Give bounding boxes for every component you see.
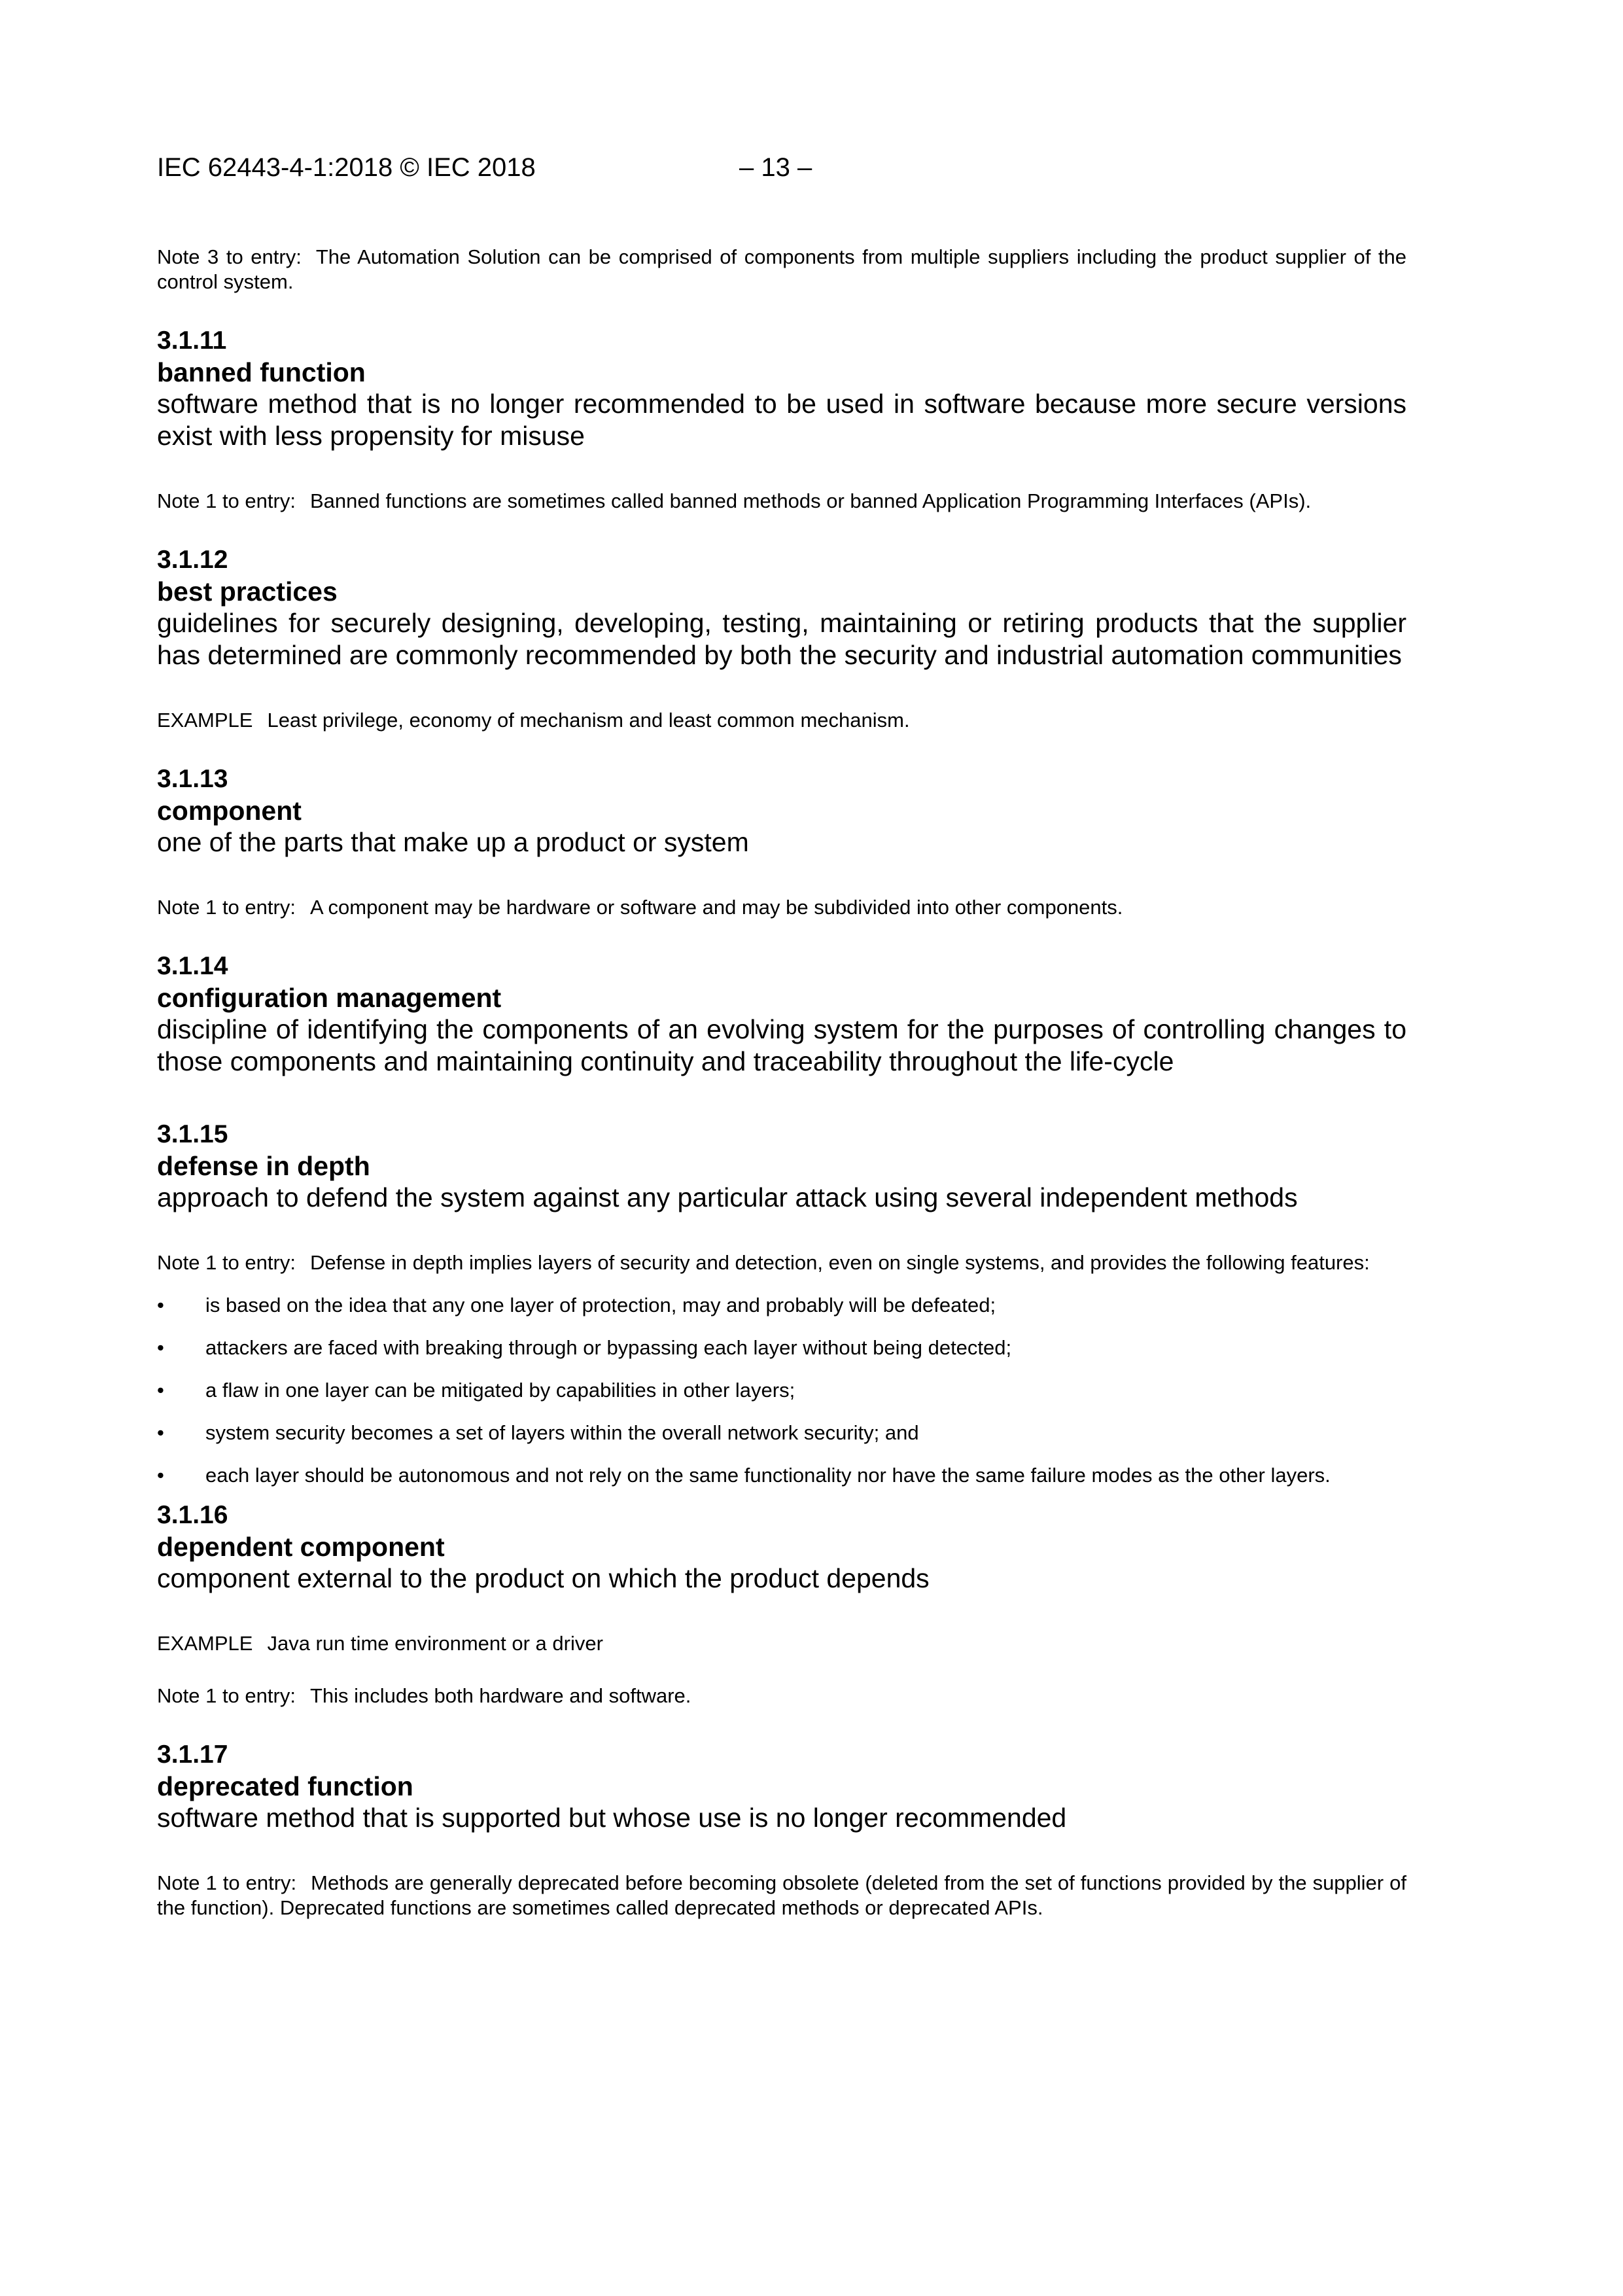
- example-label: EXAMPLE: [157, 709, 253, 732]
- page-header: [157, 149, 1406, 186]
- entry-number: 3.1.15: [157, 1120, 228, 1148]
- page-number: – 13 –: [739, 153, 812, 182]
- entry-term: component: [157, 796, 302, 826]
- entry-note: [157, 1684, 1406, 1708]
- entry-note: [157, 489, 1406, 514]
- entry-number: 3.1.17: [157, 1740, 228, 1769]
- bullet-icon: •: [157, 1294, 164, 1316]
- entry-term: defense in depth: [157, 1151, 370, 1181]
- entry-note: [157, 1250, 1406, 1275]
- note-label: Note 1 to entry:: [157, 1871, 297, 1894]
- entry-3-1-12: [157, 544, 1406, 733]
- entry-term: best practices: [157, 576, 338, 607]
- entry-definition: software method that is supported but whose use is no longer recommended: [157, 1803, 1067, 1833]
- list-item-text: attackers are faced with breaking through or bypassing each layer without being detected;: [205, 1336, 1012, 1359]
- example-text: Java run time environment or a driver: [267, 1632, 603, 1655]
- entry-example: [157, 708, 1406, 733]
- feature-list: [157, 1293, 1406, 1488]
- entry-number: 3.1.11: [157, 327, 227, 355]
- bullet-icon: •: [157, 1421, 164, 1444]
- bullet-icon: •: [157, 1379, 164, 1402]
- bullet-icon: •: [157, 1336, 164, 1359]
- note-label: Note 1 to entry:: [157, 1684, 296, 1707]
- list-item: [157, 1378, 1406, 1403]
- entry-note: [157, 895, 1406, 920]
- entry-term: banned function: [157, 357, 366, 387]
- list-item: [157, 1335, 1406, 1360]
- list-item-text: is based on the idea that any one layer of protection, may and probably will be defeated;: [205, 1294, 996, 1316]
- entry-number: 3.1.14: [157, 952, 228, 980]
- entry-number: 3.1.12: [157, 546, 228, 574]
- entry-definition: discipline of identifying the components of an evolving system for the purposes of controlling changes to those components and maintaining continuity and traceability throughout the life-cycle: [157, 1014, 1406, 1076]
- example-label: EXAMPLE: [157, 1632, 253, 1655]
- entry-term: dependent component: [157, 1532, 445, 1562]
- note-text: A component may be hardware or software and may be subdivided into other components.: [309, 896, 1123, 919]
- list-item: [157, 1421, 1406, 1445]
- entry-definition: one of the parts that make up a product or system: [157, 827, 749, 857]
- entry-term: deprecated function: [157, 1771, 413, 1801]
- list-item-text: a flaw in one layer can be mitigated by capabilities in other layers;: [205, 1379, 795, 1402]
- note-label: Note 1 to entry:: [157, 1251, 296, 1274]
- list-item-text: system security becomes a set of layers within the overall network security; and: [205, 1421, 919, 1444]
- note-label: Note 1 to entry:: [157, 489, 296, 512]
- note-text: This includes both hardware and software.: [309, 1684, 691, 1707]
- note-text: The Automation Solution can be comprised of components from multiple suppliers including the product supplier of the control system.: [157, 245, 1406, 293]
- carryover-note: [157, 245, 1406, 294]
- note-label: Note 3 to entry:: [157, 245, 302, 268]
- note-label: Note 1 to entry:: [157, 896, 296, 919]
- list-item: [157, 1293, 1406, 1318]
- entry-3-1-16: [157, 1500, 1406, 1708]
- entry-note: [157, 1871, 1406, 1920]
- example-text: Least privilege, economy of mechanism and least common mechanism.: [267, 709, 910, 732]
- note-text: Defense in depth implies layers of security and detection, even on single systems, and provides the following features:: [309, 1251, 1370, 1274]
- document-page: [157, 149, 1406, 1920]
- standard-identifier: IEC 62443-4-1:2018 © IEC 2018: [157, 153, 536, 182]
- entry-3-1-15: [157, 1119, 1406, 1488]
- entry-definition: component external to the product on which the product depends: [157, 1563, 930, 1593]
- entry-definition: software method that is no longer recommended to be used in software because more secure versions exist with less propensity for misuse: [157, 389, 1406, 451]
- note-text: Banned functions are sometimes called banned methods or banned Application Programming Interfaces (APIs).: [309, 489, 1312, 512]
- entry-3-1-17: [157, 1739, 1406, 1920]
- entry-3-1-13: [157, 764, 1406, 920]
- entry-number: 3.1.13: [157, 765, 228, 793]
- note-text: Methods are generally deprecated before becoming obsolete (deleted from the set of functions provided by the supplier of the function). Deprecated functions are sometimes called deprecated methods or deprecated APIs.: [157, 1871, 1406, 1919]
- entry-definition: guidelines for securely designing, developing, testing, maintaining or retiring products that the supplier has determined are commonly recommended by both the security and industrial automation communities: [157, 608, 1406, 670]
- bullet-icon: •: [157, 1464, 164, 1487]
- entry-3-1-14: [157, 951, 1406, 1078]
- entry-number: 3.1.16: [157, 1501, 228, 1529]
- entry-term: configuration management: [157, 983, 502, 1013]
- list-item: [157, 1463, 1406, 1488]
- entry-3-1-11: [157, 325, 1406, 514]
- entry-definition: approach to defend the system against any particular attack using several independent methods: [157, 1182, 1298, 1212]
- list-item-text: each layer should be autonomous and not rely on the same functionality nor have the same failure modes as the other layers.: [205, 1464, 1331, 1487]
- entry-example: [157, 1631, 1406, 1656]
